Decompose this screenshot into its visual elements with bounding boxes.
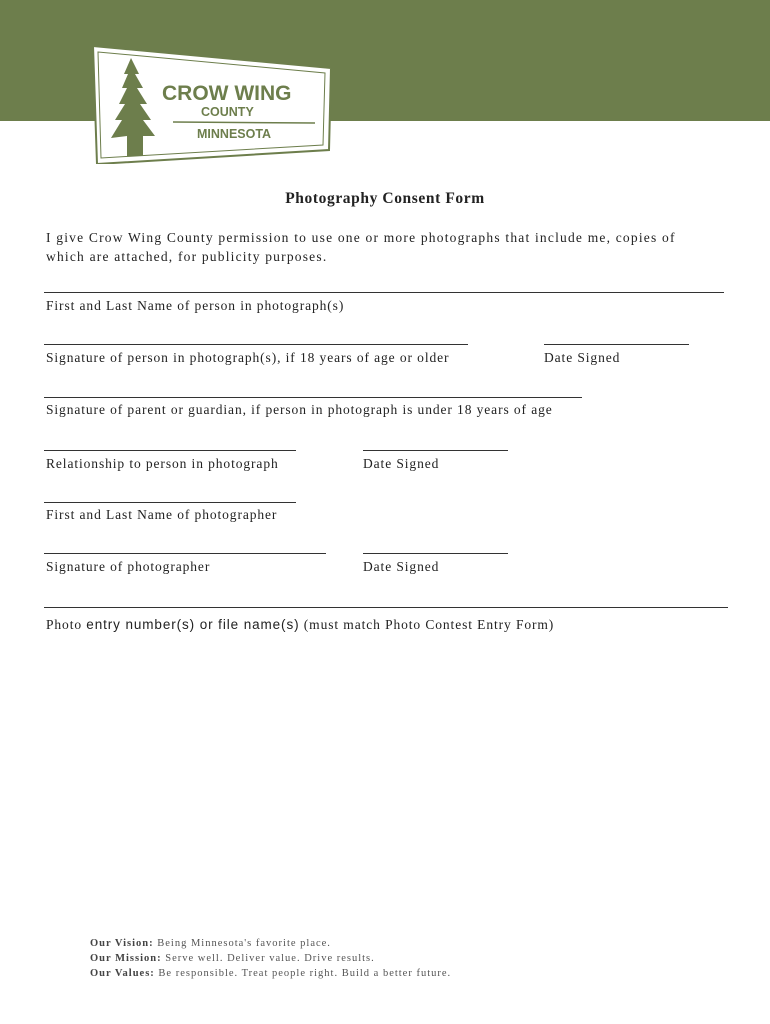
photo-entry-label: [46, 617, 554, 633]
name-in-photo-line[interactable]: [44, 292, 724, 293]
mission-text: Serve well. Deliver value. Drive results.: [165, 953, 375, 964]
footer-mission: [90, 951, 451, 966]
footer-statements: [90, 936, 451, 981]
photographer-name-label: First and Last Name of photographer: [46, 507, 278, 522]
date-signed-2-label: Date Signed: [363, 456, 440, 471]
date-signed-3-line[interactable]: [363, 553, 508, 554]
date-signed-2-line[interactable]: [363, 450, 508, 451]
photo-entry-label-a: Photo: [46, 617, 83, 632]
form-intro: I give Crow Wing County permission to use one or more photographs that include me, copies of which are attached, for publicity purposes.: [46, 230, 676, 264]
mission-label: Our Mission:: [90, 953, 162, 964]
footer-values: [90, 966, 451, 981]
crow-wing-county-logo: [89, 44, 332, 164]
photographer-signature-line[interactable]: [44, 553, 326, 554]
relationship-line[interactable]: [44, 450, 296, 451]
vision-text: Being Minnesota's favorite place.: [157, 938, 331, 949]
values-label: Our Values:: [90, 968, 155, 979]
values-text: Be responsible. Treat people right. Build a better future.: [158, 968, 452, 979]
photographer-signature-label: Signature of photographer: [46, 559, 211, 574]
logo-line1: CROW WING: [162, 82, 292, 105]
signature-adult-label: Signature of person in photograph(s), if 18 years of age or older: [46, 350, 450, 365]
signature-guardian-line[interactable]: [44, 397, 582, 398]
photo-entry-label-b: entry number(s) or file name(s): [86, 617, 300, 632]
signature-guardian-label: Signature of parent or guardian, if person in photograph is under 18 years of age: [46, 402, 553, 417]
date-signed-1-line[interactable]: [544, 344, 689, 345]
logo-line2: COUNTY: [201, 105, 254, 119]
footer-vision: [90, 936, 451, 951]
date-signed-3-label: Date Signed: [363, 559, 440, 574]
logo-line3: MINNESOTA: [197, 127, 272, 141]
name-in-photo-label: First and Last Name of person in photograph(s): [46, 298, 345, 313]
photographer-name-line[interactable]: [44, 502, 296, 503]
photo-entry-label-c: (must match Photo Contest Entry Form): [303, 617, 555, 632]
date-signed-1-label: Date Signed: [544, 350, 621, 365]
signature-adult-line[interactable]: [44, 344, 468, 345]
relationship-label: Relationship to person in photograph: [46, 456, 279, 471]
photo-entry-line[interactable]: [44, 607, 728, 608]
form-title: Photography Consent Form: [285, 190, 485, 207]
vision-label: Our Vision:: [90, 938, 154, 949]
